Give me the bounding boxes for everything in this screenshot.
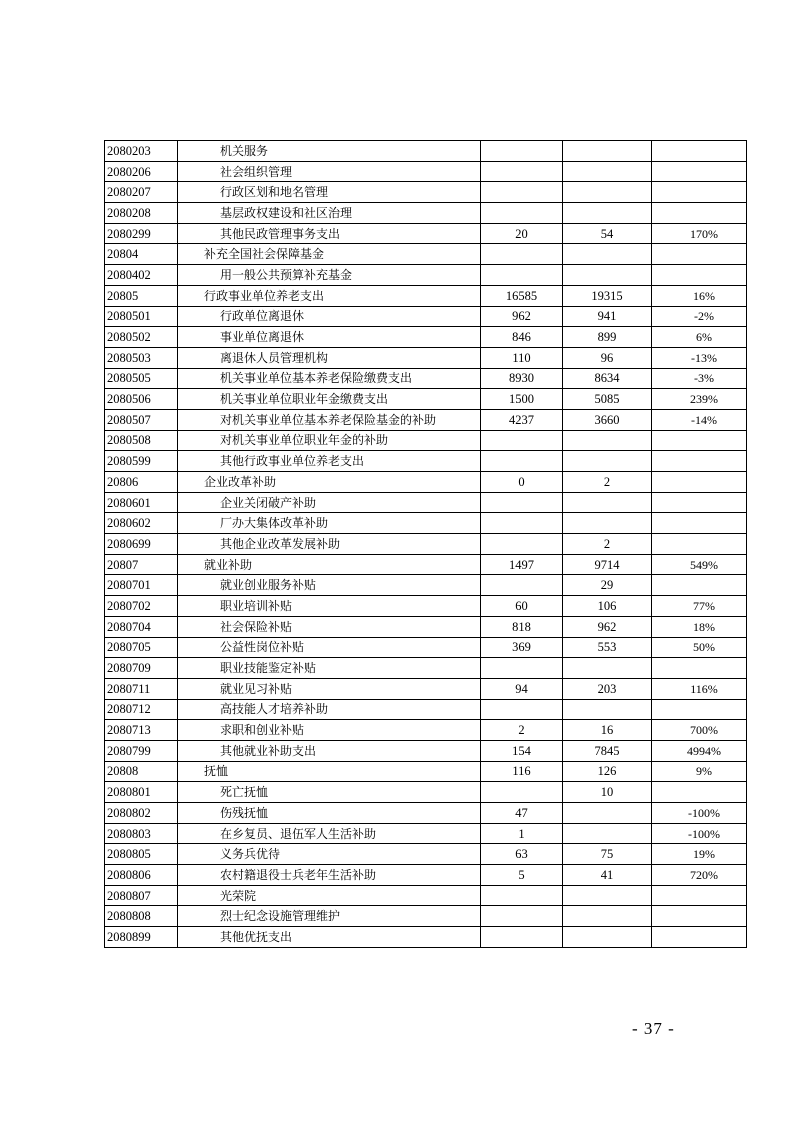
item-name-cell: 行政区划和地名管理 xyxy=(178,182,481,203)
value-2-cell: 962 xyxy=(563,616,652,637)
table-row xyxy=(105,389,747,410)
page-number: - 37 - xyxy=(632,1019,675,1038)
item-name-cell: 用一般公共预算补充基金 xyxy=(178,265,481,286)
value-2-cell xyxy=(563,803,652,824)
change-percent-cell: -14% xyxy=(652,409,747,430)
change-percent-cell xyxy=(652,141,747,162)
item-name-cell: 其他就业补助支出 xyxy=(178,740,481,761)
value-2-cell xyxy=(563,927,652,948)
table-row xyxy=(105,658,747,679)
item-name-cell: 基层政权建设和社区治理 xyxy=(178,203,481,224)
table-row xyxy=(105,740,747,761)
change-percent-cell xyxy=(652,430,747,451)
table-row xyxy=(105,678,747,699)
change-percent-cell: 4994% xyxy=(652,740,747,761)
change-percent-cell xyxy=(652,182,747,203)
item-name-cell: 高技能人才培养补助 xyxy=(178,699,481,720)
change-percent-cell: -13% xyxy=(652,347,747,368)
table-row xyxy=(105,906,747,927)
change-percent-cell: 18% xyxy=(652,616,747,637)
value-2-cell xyxy=(563,265,652,286)
table-row xyxy=(105,637,747,658)
budget-code-cell: 2080506 xyxy=(105,389,178,410)
value-2-cell: 10 xyxy=(563,782,652,803)
table-body xyxy=(105,141,747,948)
change-percent-cell: 720% xyxy=(652,865,747,886)
change-percent-cell: 239% xyxy=(652,389,747,410)
budget-code-cell: 2080801 xyxy=(105,782,178,803)
item-name-cell: 求职和创业补贴 xyxy=(178,720,481,741)
table-row xyxy=(105,865,747,886)
change-percent-cell xyxy=(652,244,747,265)
item-name-cell: 行政事业单位养老支出 xyxy=(178,285,481,306)
budget-code-cell: 20807 xyxy=(105,554,178,575)
item-name-cell: 死亡抚恤 xyxy=(178,782,481,803)
value-1-cell xyxy=(481,492,563,513)
item-name-cell: 其他行政事业单位养老支出 xyxy=(178,451,481,472)
table-row xyxy=(105,223,747,244)
table-row xyxy=(105,823,747,844)
value-1-cell xyxy=(481,244,563,265)
value-2-cell xyxy=(563,885,652,906)
value-2-cell: 553 xyxy=(563,637,652,658)
table-row xyxy=(105,203,747,224)
budget-code-cell: 2080501 xyxy=(105,306,178,327)
value-1-cell xyxy=(481,451,563,472)
value-2-cell: 5085 xyxy=(563,389,652,410)
change-percent-cell xyxy=(652,534,747,555)
value-2-cell: 3660 xyxy=(563,409,652,430)
value-1-cell xyxy=(481,885,563,906)
value-1-cell: 94 xyxy=(481,678,563,699)
value-1-cell: 1497 xyxy=(481,554,563,575)
table-row xyxy=(105,430,747,451)
value-2-cell xyxy=(563,161,652,182)
value-2-cell xyxy=(563,451,652,472)
item-name-cell: 就业补助 xyxy=(178,554,481,575)
item-name-cell: 伤残抚恤 xyxy=(178,803,481,824)
table-row xyxy=(105,803,747,824)
budget-code-cell: 2080508 xyxy=(105,430,178,451)
item-name-cell: 厂办大集体改革补助 xyxy=(178,513,481,534)
budget-code-cell: 20805 xyxy=(105,285,178,306)
value-1-cell: 154 xyxy=(481,740,563,761)
change-percent-cell: 170% xyxy=(652,223,747,244)
item-name-cell: 社会组织管理 xyxy=(178,161,481,182)
change-percent-cell xyxy=(652,265,747,286)
change-percent-cell: 549% xyxy=(652,554,747,575)
table-row xyxy=(105,616,747,637)
table-row xyxy=(105,306,747,327)
budget-code-cell: 2080599 xyxy=(105,451,178,472)
value-2-cell: 2 xyxy=(563,472,652,493)
item-name-cell: 其他优抚支出 xyxy=(178,927,481,948)
change-percent-cell: -100% xyxy=(652,823,747,844)
value-2-cell: 41 xyxy=(563,865,652,886)
item-name-cell: 其他企业改革发展补助 xyxy=(178,534,481,555)
value-2-cell xyxy=(563,823,652,844)
table-row xyxy=(105,492,747,513)
budget-code-cell: 2080602 xyxy=(105,513,178,534)
value-1-cell xyxy=(481,906,563,927)
value-2-cell: 54 xyxy=(563,223,652,244)
item-name-cell: 抚恤 xyxy=(178,761,481,782)
budget-code-cell: 2080402 xyxy=(105,265,178,286)
item-name-cell: 机关服务 xyxy=(178,141,481,162)
value-1-cell: 962 xyxy=(481,306,563,327)
value-1-cell xyxy=(481,182,563,203)
budget-code-cell: 2080208 xyxy=(105,203,178,224)
item-name-cell: 农村籍退役士兵老年生活补助 xyxy=(178,865,481,886)
change-percent-cell xyxy=(652,699,747,720)
budget-code-cell: 2080899 xyxy=(105,927,178,948)
table-row xyxy=(105,182,747,203)
value-2-cell: 899 xyxy=(563,327,652,348)
change-percent-cell: 50% xyxy=(652,637,747,658)
change-percent-cell xyxy=(652,513,747,534)
item-name-cell: 机关事业单位职业年金缴费支出 xyxy=(178,389,481,410)
table-row xyxy=(105,513,747,534)
change-percent-cell xyxy=(652,472,747,493)
table-row xyxy=(105,368,747,389)
value-2-cell: 203 xyxy=(563,678,652,699)
value-1-cell xyxy=(481,575,563,596)
value-1-cell: 116 xyxy=(481,761,563,782)
value-1-cell: 110 xyxy=(481,347,563,368)
value-2-cell xyxy=(563,182,652,203)
item-name-cell: 光荣院 xyxy=(178,885,481,906)
item-name-cell: 就业创业服务补贴 xyxy=(178,575,481,596)
change-percent-cell: 16% xyxy=(652,285,747,306)
budget-code-cell: 20806 xyxy=(105,472,178,493)
budget-code-cell: 2080808 xyxy=(105,906,178,927)
change-percent-cell: 6% xyxy=(652,327,747,348)
item-name-cell: 企业改革补助 xyxy=(178,472,481,493)
value-2-cell: 19315 xyxy=(563,285,652,306)
item-name-cell: 对机关事业单位职业年金的补助 xyxy=(178,430,481,451)
table-row xyxy=(105,927,747,948)
value-2-cell: 75 xyxy=(563,844,652,865)
value-2-cell: 126 xyxy=(563,761,652,782)
change-percent-cell xyxy=(652,927,747,948)
table-row xyxy=(105,534,747,555)
item-name-cell: 离退休人员管理机构 xyxy=(178,347,481,368)
item-name-cell: 其他民政管理事务支出 xyxy=(178,223,481,244)
table-row xyxy=(105,409,747,430)
value-2-cell: 9714 xyxy=(563,554,652,575)
table-row xyxy=(105,244,747,265)
value-1-cell xyxy=(481,513,563,534)
change-percent-cell xyxy=(652,575,747,596)
table-row xyxy=(105,844,747,865)
value-1-cell xyxy=(481,141,563,162)
value-1-cell: 16585 xyxy=(481,285,563,306)
value-1-cell xyxy=(481,534,563,555)
budget-code-cell: 2080705 xyxy=(105,637,178,658)
table-row xyxy=(105,265,747,286)
budget-code-cell: 2080507 xyxy=(105,409,178,430)
value-1-cell: 2 xyxy=(481,720,563,741)
table-row xyxy=(105,141,747,162)
item-name-cell: 职业培训补贴 xyxy=(178,596,481,617)
table-row xyxy=(105,327,747,348)
budget-code-cell: 2080701 xyxy=(105,575,178,596)
table-row xyxy=(105,347,747,368)
value-2-cell: 16 xyxy=(563,720,652,741)
budget-code-cell: 2080704 xyxy=(105,616,178,637)
budget-code-cell: 2080699 xyxy=(105,534,178,555)
value-2-cell xyxy=(563,203,652,224)
table-row xyxy=(105,596,747,617)
value-1-cell: 5 xyxy=(481,865,563,886)
item-name-cell: 就业见习补贴 xyxy=(178,678,481,699)
value-2-cell xyxy=(563,430,652,451)
item-name-cell: 企业关闭破产补助 xyxy=(178,492,481,513)
item-name-cell: 公益性岗位补贴 xyxy=(178,637,481,658)
change-percent-cell: 700% xyxy=(652,720,747,741)
value-1-cell xyxy=(481,265,563,286)
item-name-cell: 机关事业单位基本养老保险缴费支出 xyxy=(178,368,481,389)
value-1-cell xyxy=(481,658,563,679)
table-row xyxy=(105,161,747,182)
table-row xyxy=(105,782,747,803)
table-row xyxy=(105,285,747,306)
value-1-cell: 4237 xyxy=(481,409,563,430)
change-percent-cell: -2% xyxy=(652,306,747,327)
value-2-cell: 7845 xyxy=(563,740,652,761)
value-2-cell xyxy=(563,492,652,513)
budget-code-cell: 2080803 xyxy=(105,823,178,844)
budget-code-cell: 2080203 xyxy=(105,141,178,162)
value-2-cell: 941 xyxy=(563,306,652,327)
budget-code-cell: 2080711 xyxy=(105,678,178,699)
value-2-cell xyxy=(563,699,652,720)
change-percent-cell xyxy=(652,658,747,679)
change-percent-cell xyxy=(652,782,747,803)
budget-code-cell: 2080601 xyxy=(105,492,178,513)
table-row xyxy=(105,720,747,741)
table-row xyxy=(105,451,747,472)
table-row xyxy=(105,575,747,596)
budget-code-cell: 2080206 xyxy=(105,161,178,182)
value-2-cell: 29 xyxy=(563,575,652,596)
value-2-cell xyxy=(563,658,652,679)
item-name-cell: 行政单位离退休 xyxy=(178,306,481,327)
budget-code-cell: 2080505 xyxy=(105,368,178,389)
budget-code-cell: 2080799 xyxy=(105,740,178,761)
change-percent-cell: 9% xyxy=(652,761,747,782)
budget-code-cell: 2080709 xyxy=(105,658,178,679)
value-1-cell: 846 xyxy=(481,327,563,348)
value-1-cell: 1500 xyxy=(481,389,563,410)
table-row xyxy=(105,554,747,575)
value-2-cell xyxy=(563,513,652,534)
change-percent-cell: 19% xyxy=(652,844,747,865)
table-row xyxy=(105,885,747,906)
change-percent-cell xyxy=(652,203,747,224)
change-percent-cell xyxy=(652,161,747,182)
value-2-cell: 106 xyxy=(563,596,652,617)
budget-code-cell: 2080807 xyxy=(105,885,178,906)
value-1-cell xyxy=(481,782,563,803)
value-1-cell xyxy=(481,430,563,451)
change-percent-cell xyxy=(652,906,747,927)
budget-code-cell: 2080712 xyxy=(105,699,178,720)
value-2-cell: 96 xyxy=(563,347,652,368)
item-name-cell: 对机关事业单位基本养老保险基金的补助 xyxy=(178,409,481,430)
change-percent-cell xyxy=(652,492,747,513)
item-name-cell: 社会保险补贴 xyxy=(178,616,481,637)
value-2-cell: 8634 xyxy=(563,368,652,389)
item-name-cell: 补充全国社会保障基金 xyxy=(178,244,481,265)
value-1-cell: 60 xyxy=(481,596,563,617)
value-1-cell: 369 xyxy=(481,637,563,658)
value-1-cell: 20 xyxy=(481,223,563,244)
value-1-cell xyxy=(481,927,563,948)
budget-table xyxy=(104,140,747,948)
budget-code-cell: 2080806 xyxy=(105,865,178,886)
value-1-cell: 818 xyxy=(481,616,563,637)
value-1-cell xyxy=(481,203,563,224)
value-1-cell xyxy=(481,161,563,182)
value-2-cell xyxy=(563,244,652,265)
budget-code-cell: 20804 xyxy=(105,244,178,265)
value-2-cell xyxy=(563,906,652,927)
change-percent-cell: -100% xyxy=(652,803,747,824)
change-percent-cell: -3% xyxy=(652,368,747,389)
change-percent-cell xyxy=(652,885,747,906)
value-1-cell: 8930 xyxy=(481,368,563,389)
budget-code-cell: 2080713 xyxy=(105,720,178,741)
budget-code-cell: 2080299 xyxy=(105,223,178,244)
table-row xyxy=(105,699,747,720)
value-2-cell: 2 xyxy=(563,534,652,555)
budget-code-cell: 2080805 xyxy=(105,844,178,865)
budget-code-cell: 2080802 xyxy=(105,803,178,824)
table-row xyxy=(105,472,747,493)
item-name-cell: 在乡复员、退伍军人生活补助 xyxy=(178,823,481,844)
value-1-cell: 1 xyxy=(481,823,563,844)
budget-code-cell: 20808 xyxy=(105,761,178,782)
item-name-cell: 事业单位离退休 xyxy=(178,327,481,348)
budget-code-cell: 2080207 xyxy=(105,182,178,203)
value-1-cell xyxy=(481,699,563,720)
item-name-cell: 义务兵优待 xyxy=(178,844,481,865)
item-name-cell: 职业技能鉴定补贴 xyxy=(178,658,481,679)
change-percent-cell: 77% xyxy=(652,596,747,617)
item-name-cell: 烈士纪念设施管理维护 xyxy=(178,906,481,927)
value-2-cell xyxy=(563,141,652,162)
value-1-cell: 0 xyxy=(481,472,563,493)
value-1-cell: 47 xyxy=(481,803,563,824)
budget-code-cell: 2080702 xyxy=(105,596,178,617)
change-percent-cell: 116% xyxy=(652,678,747,699)
change-percent-cell xyxy=(652,451,747,472)
table-row xyxy=(105,761,747,782)
budget-code-cell: 2080502 xyxy=(105,327,178,348)
budget-code-cell: 2080503 xyxy=(105,347,178,368)
value-1-cell: 63 xyxy=(481,844,563,865)
